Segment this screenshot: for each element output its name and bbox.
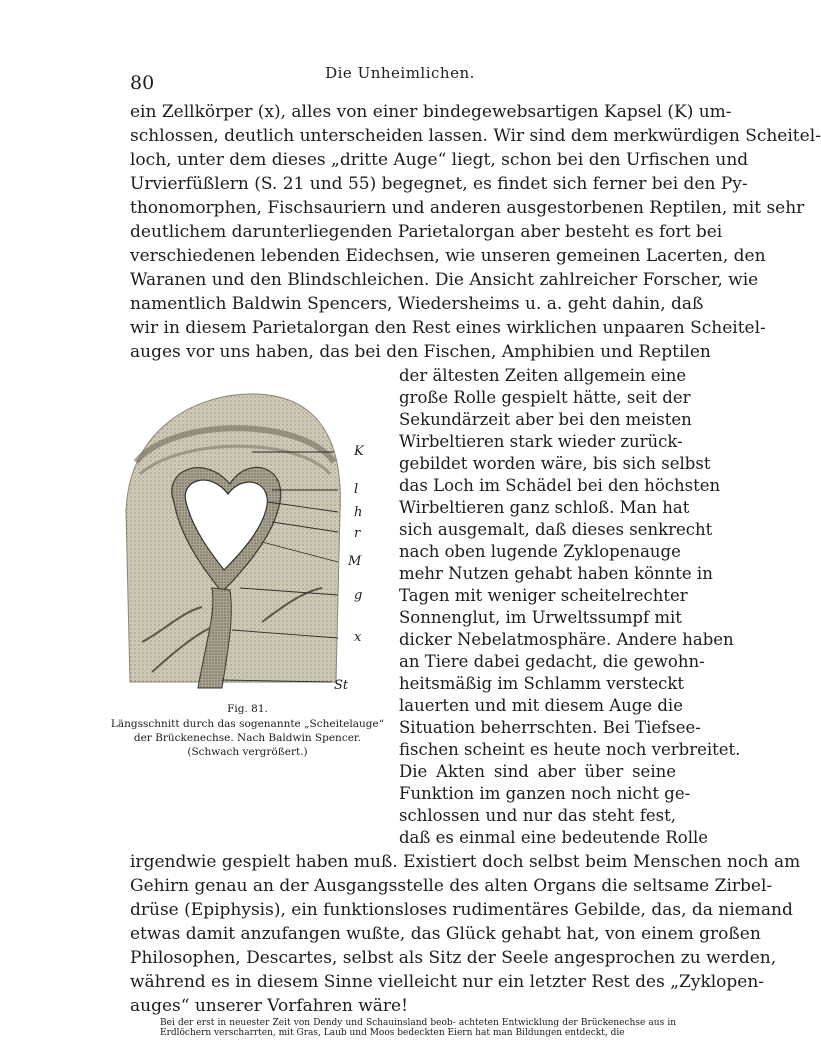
figure-caption-line: (Schwach vergrößert.) xyxy=(187,746,308,758)
body-line: Gras, Laub und Moos bedeckten Eiern hat man Bildungen entdeckt, die xyxy=(293,1028,625,1038)
body-line: während es in diesem Sinne vielleicht nur ein letzter Rest des „Zyklopen- xyxy=(130,972,765,992)
figure-label-h: h xyxy=(354,505,363,520)
body-line: irgendwie gespielt haben muß. Existiert doch selbst beim Menschen noch am xyxy=(130,852,801,872)
column-line: Tagen mit weniger scheitelrechter xyxy=(399,586,688,605)
body-line: Philosophen, Descartes, selbst als Sitz der Seele angesprochen zu werden, xyxy=(130,948,777,968)
column-line: heitsmäßig im Schlamm versteckt xyxy=(399,674,685,693)
running-title: Die Unheimlichen. xyxy=(325,64,475,82)
body-line: loch, unter dem dieses „dritte Auge“ liegt, schon bei den Urfischen und xyxy=(130,150,749,170)
body-line: auges“ unserer Vorfahren wäre! xyxy=(130,996,408,1016)
body-line: thonomorphen, Fischsauriern und anderen ausgestorbenen Reptilen, mit sehr xyxy=(130,198,805,218)
column-line: dicker Nebelatmosphäre. Andere haben xyxy=(399,630,734,649)
figure-label-r: r xyxy=(354,526,361,541)
column-line: Funktion im ganzen noch nicht ge- xyxy=(399,784,691,803)
body-line: drüse (Epiphysis), ein funktionsloses rudimentäres Gebilde, das, da niemand xyxy=(130,900,793,920)
body-line: deutlichem darunterliegenden Parietalorgan aber besteht es fort bei xyxy=(130,222,723,242)
body-line: namentlich Baldwin Spencers, Wiedersheims u. a. geht dahin, daß xyxy=(130,294,704,314)
body-line: Bei der erst in neuester Zeit von Dendy und Schauinsland beob- achteten Entwicklung der Brückenechse aus in Erdlöchern verscharrten, mit Gras, Laub und Moos bedeckten Eiern hat man Bildungen entdeckt, die xyxy=(160,1018,677,1038)
figure-caption-line: der Brückenechse. Nach Baldwin Spencer. xyxy=(133,732,362,744)
body-line: achteten Entwicklung der Brückenechse aus in Erdlöchern verscharrten, mit xyxy=(160,1018,677,1038)
body-line: Waranen und den Blindschleichen. Die Ansicht zahlreicher Forscher, wie xyxy=(130,270,759,290)
body-line: Gehirn genau an der Ausgangsstelle des alten Organs die seltsame Zirbel- xyxy=(130,876,773,896)
column-line: Wirbeltieren ganz schloß. Man hat xyxy=(399,498,690,517)
column-line: schlossen und nur das steht fest, xyxy=(399,806,676,825)
body-line: wir in diesem Parietalorgan den Rest eines wirklichen unpaaren Scheitel- xyxy=(130,318,766,338)
column-line: Sekundärzeit aber bei den meisten xyxy=(399,410,692,429)
column-line: Situation beherrschten. Bei Tiefsee- xyxy=(399,718,701,737)
figure-label-g: g xyxy=(354,588,363,603)
body-line: Urvierfüßlern (S. 21 und 55) begegnet, es findet sich ferner bei den Py- xyxy=(130,174,748,194)
figure-label-st: St xyxy=(334,678,349,693)
column-line: an Tiere dabei gedacht, die gewohn- xyxy=(399,652,705,671)
body-line: ein Zellkörper (x), alles von einer bindegewebsartigen Kapsel (K) um- xyxy=(130,102,732,122)
figure-label-k: K xyxy=(354,444,364,459)
column-line: sich ausgemalt, daß dieses senkrecht xyxy=(399,520,713,539)
column-line: große Rolle gespielt hätte, seit der xyxy=(399,388,691,407)
body-line: schlossen, deutlich unterscheiden lassen. Wir sind dem merkwürdigen Scheitel- xyxy=(130,126,821,146)
figure-caption-line: Längsschnitt durch das sogenannte „Scheitelauge“ xyxy=(110,718,385,730)
column-line: Die Akten sind aber über seine xyxy=(399,762,676,781)
body-line: etwas damit anzufangen wußte, das Glück gehabt hat, von einem großen xyxy=(130,924,761,944)
body-line: verschiedenen lebenden Eidechsen, wie unseren gemeinen Lacerten, den xyxy=(130,246,766,266)
figure-label-x: x xyxy=(354,630,362,645)
column-line: Sonnenglut, im Urweltssumpf mit xyxy=(399,608,682,627)
figure-illustration xyxy=(122,392,372,698)
column-line: lauerten und mit diesem Auge die xyxy=(399,696,683,715)
column-line: Wirbeltieren stark wieder zurück- xyxy=(399,432,683,451)
column-line: fischen scheint es heute noch verbreitet. xyxy=(399,740,741,759)
column-line: daß es einmal eine bedeutende Rolle xyxy=(399,828,709,847)
parietal-eye-section-drawing xyxy=(122,392,372,698)
page-number: 80 xyxy=(130,72,155,94)
column-line: der ältesten Zeiten allgemein eine xyxy=(399,366,687,385)
column-line: mehr Nutzen gehabt haben könnte in xyxy=(399,564,713,583)
figure-label-m: M xyxy=(348,554,362,569)
figure-number: Fig. 81. xyxy=(227,703,268,715)
column-line: gebildet worden wäre, bis sich selbst xyxy=(399,454,711,473)
figure-label-l: l xyxy=(354,482,359,497)
column-line: nach oben lugende Zyklopenauge xyxy=(399,542,681,561)
column-line: das Loch im Schädel bei den höchsten xyxy=(399,476,721,495)
body-line: auges vor uns haben, das bei den Fischen, Amphibien und Reptilen xyxy=(130,342,711,362)
